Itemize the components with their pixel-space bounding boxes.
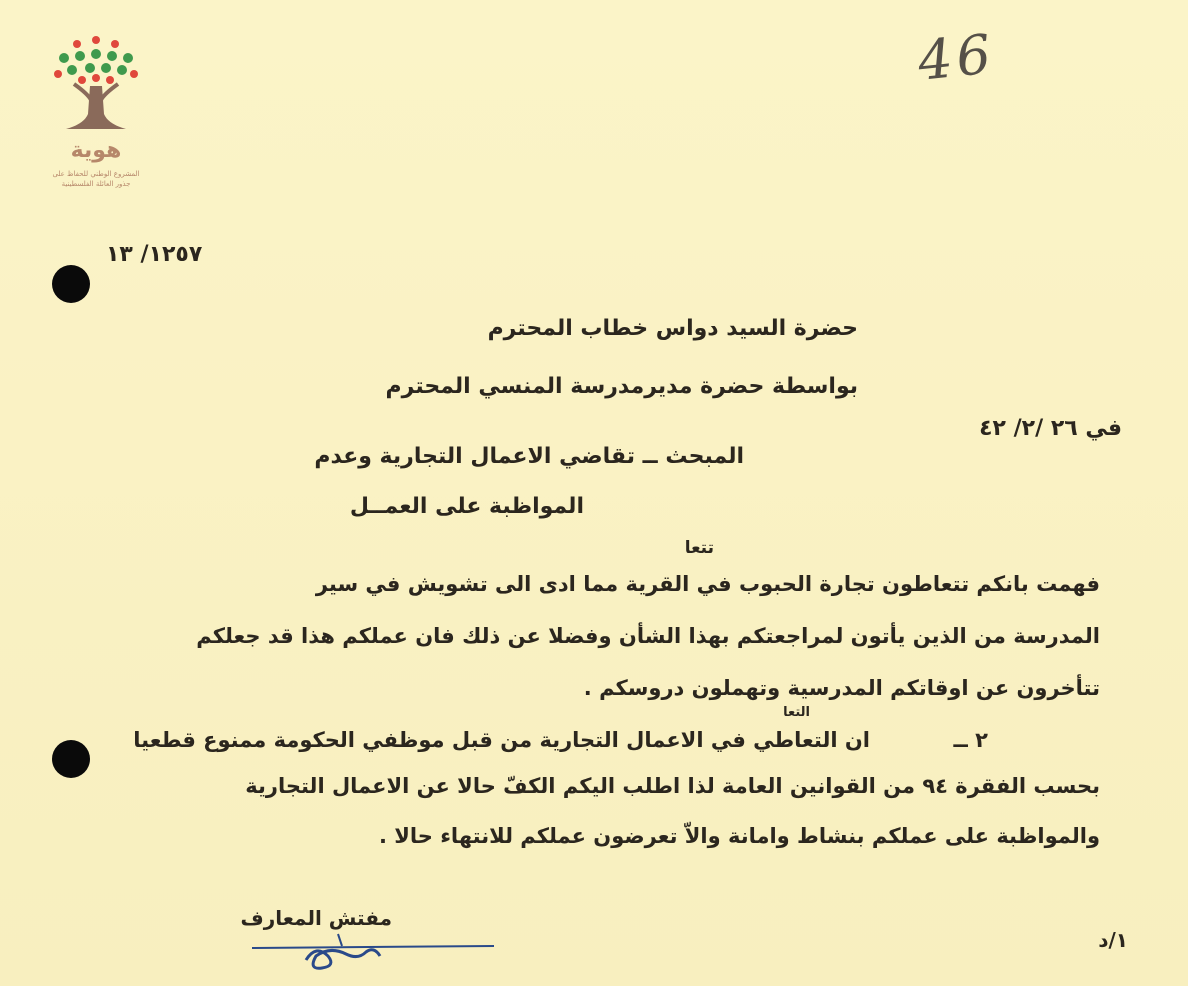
footer-reference: ١/د xyxy=(1098,928,1128,952)
letter-date: في ٢٦ /٢/ ٤٢ xyxy=(979,416,1122,441)
reference-number: ١٢٥٧/ ١٣ xyxy=(106,242,203,267)
addressee-line-1: حضرة السيد دواس خطاب المحترم xyxy=(487,316,858,341)
point-2-line-1: ان التعاطي في الاعمال التجارية من قبل موظفي الحكومة ممنوع قطعيا xyxy=(133,728,870,752)
body-line-2: المدرسة من الذين يأتون لمراجعتكم بهذا الشأن وفضلا عن ذلك فان عملكم هذا قد جعلكم xyxy=(196,624,1100,648)
body-line-1: فهمت بانكم تتعاطون تجارة الحبوب في القرية مما ادى الى تشويش في سير xyxy=(315,572,1100,596)
handwritten-signature xyxy=(246,926,506,976)
point-2-number: ٢ ــ xyxy=(953,728,988,752)
logo-name: هوية xyxy=(70,138,122,163)
subject-line-1: المبحث ــ تقاضي الاعمال التجارية وعدم xyxy=(314,444,744,469)
logo xyxy=(44,34,148,194)
point-2-line-2: بحسب الفقرة ٩٤ من القوانين العامة لذا اطلب اليكم الكفّ حالا عن الاعمال التجارية xyxy=(245,774,1100,798)
handwritten-insert-2: التعا xyxy=(783,705,810,720)
subject-line-2: المواظبة على العمــل xyxy=(349,494,584,519)
signature-title: مفتش المعارف xyxy=(240,906,392,930)
punch-hole-bottom xyxy=(52,740,90,778)
family-tree-icon xyxy=(44,34,148,139)
punch-hole-top xyxy=(52,265,90,303)
page-number: 46 xyxy=(914,22,998,93)
handwritten-insert-1: تتعا xyxy=(684,538,714,558)
point-2-line-3: والمواظبة على عملكم بنشاط وامانة والاّ تعرضون عملكم للانتهاء حالا . xyxy=(378,824,1100,848)
logo-tagline-2: جذور العائلة الفلسطينية xyxy=(61,180,131,188)
body-line-3: تتأخرون عن اوقاتكم المدرسية وتهملون دروسكم . xyxy=(583,676,1100,700)
logo-tagline-1: المشروع الوطني للحفاظ على xyxy=(52,170,140,178)
addressee-line-2: بواسطة حضرة مديرمدرسة المنسي المحترم xyxy=(385,374,858,399)
